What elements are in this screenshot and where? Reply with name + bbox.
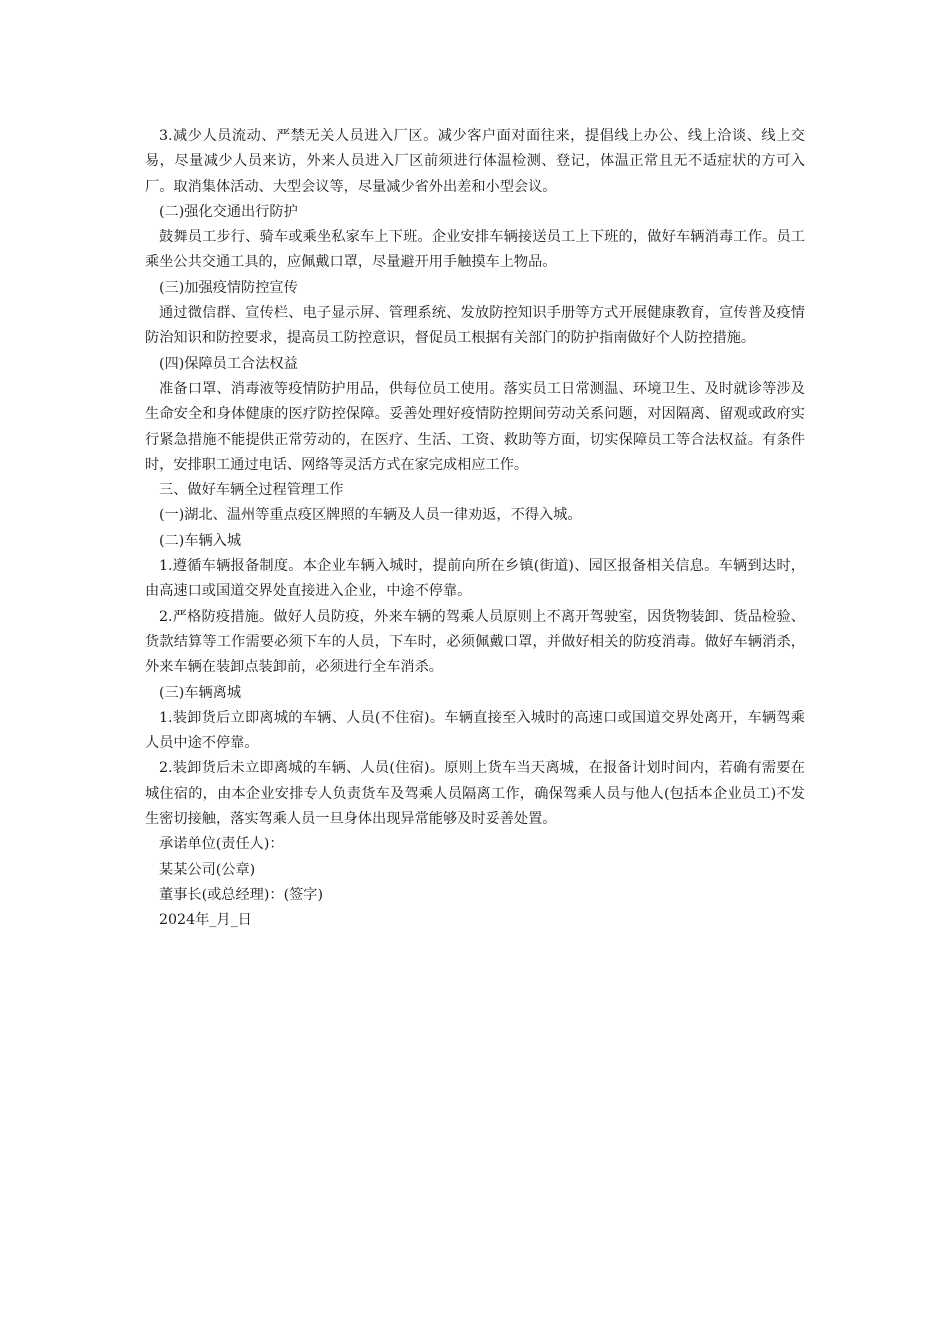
heading-employee-rights: (四)保障员工合法权益 bbox=[159, 355, 298, 372]
heading-traffic-protection: (二)强化交通出行防护 bbox=[159, 203, 298, 220]
paragraph-employee-rights: 准备口罩、消毒液等疫情防护用品，供每位员工使用。落实员工日常测温、环境卫生、及时就诊等涉及生命安全和身体健康的医疗防控保障。妥善处理好疫情防控期间劳动关系问题，对因隔离、留观或政府实行紧急措施不能提供正常劳动的，在医疗、生活、工资、救助等方面，切实保障员工等合法权益。有条件时，安排职工通过电话、网络等灵活方式在家完成相应工作。 bbox=[145, 380, 805, 473]
paragraph-strict-epidemic-measures: 2.严格防疫措施。做好人员防疫，外来车辆的驾乘人员原则上不离开驾驶室，因货物装卸、货品检验、货款结算等工作需要必须下车的人员，下车时，必须佩戴口罩，并做好相关的防疫消毒。做好车辆消杀，外来车辆在装卸点装卸前，必须进行全车消杀。 bbox=[145, 608, 805, 676]
heading-vehicle-entry: (二)车辆入城 bbox=[159, 532, 242, 549]
date-line: 2024年_月_日 bbox=[159, 912, 252, 929]
chairman-signature-line: 董事长(或总经理)：(签字) bbox=[159, 886, 324, 903]
paragraph-immediate-departure: 1.装卸货后立即离城的车辆、人员(不住宿)。车辆直接至入城时的高速口或国道交界处离开，车辆驾乘人员中途不停靠。 bbox=[145, 709, 805, 752]
heading-vehicle-management: 三、做好车辆全过程管理工作 bbox=[159, 482, 344, 499]
heading-prevention-publicity: (三)加强疫情防控宣传 bbox=[159, 279, 298, 296]
paragraph-epidemic-area-vehicles: (一)湖北、温州等重点疫区牌照的车辆及人员一律劝返，不得入城。 bbox=[159, 507, 582, 524]
commitment-unit-line: 承诺单位(责任人)： bbox=[159, 836, 284, 853]
company-seal-line: 某某公司(公章) bbox=[159, 861, 256, 878]
document-page bbox=[145, 124, 805, 934]
paragraph-overnight-stay: 2.装卸货后未立即离城的车辆、人员(住宿)。原则上货车当天离城，在报备计划时间内，若确有需要在城住宿的，由本企业安排专人负责货车及驾乘人员隔离工作，确保驾乘人员与他人(包括本企业员工)不发生密切接触，落实驾乘人员一旦身体出现异常能够及时妥善处置。 bbox=[145, 760, 805, 828]
heading-vehicle-departure: (三)车辆离城 bbox=[159, 684, 242, 701]
paragraph-traffic-protection: 鼓舞员工步行、骑车或乘坐私家车上下班。企业安排车辆接送员工上下班的，做好车辆消毒工作。员工乘坐公共交通工具的，应佩戴口罩，尽量避开用手触摸车上物品。 bbox=[145, 229, 805, 271]
paragraph-prevention-publicity: 通过微信群、宣传栏、电子显示屏、管理系统、发放防控知识手册等方式开展健康教育，宣传普及疫情防治知识和防控要求，提高员工防控意识，督促员工根据有关部门的防护指南做好个人防控措施。 bbox=[145, 305, 805, 347]
paragraph-vehicle-registration: 1.遵循车辆报备制度。本企业车辆入城时，提前向所在乡镇(街道)、园区报备相关信息。车辆到达时，由高速口或国道交界处直接进入企业，中途不停靠。 bbox=[145, 558, 805, 600]
paragraph-reduce-personnel-flow: 3.减少人员流动、严禁无关人员进入厂区。减少客户面对面往来，提倡线上办公、线上洽谈、线上交易，尽量减少人员来访，外来人员进入厂区前须进行体温检测、登记，体温正常且无不适症状的方可入厂。取消集体活动、大型会议等，尽量减少省外出差和小型会议。 bbox=[145, 128, 805, 195]
